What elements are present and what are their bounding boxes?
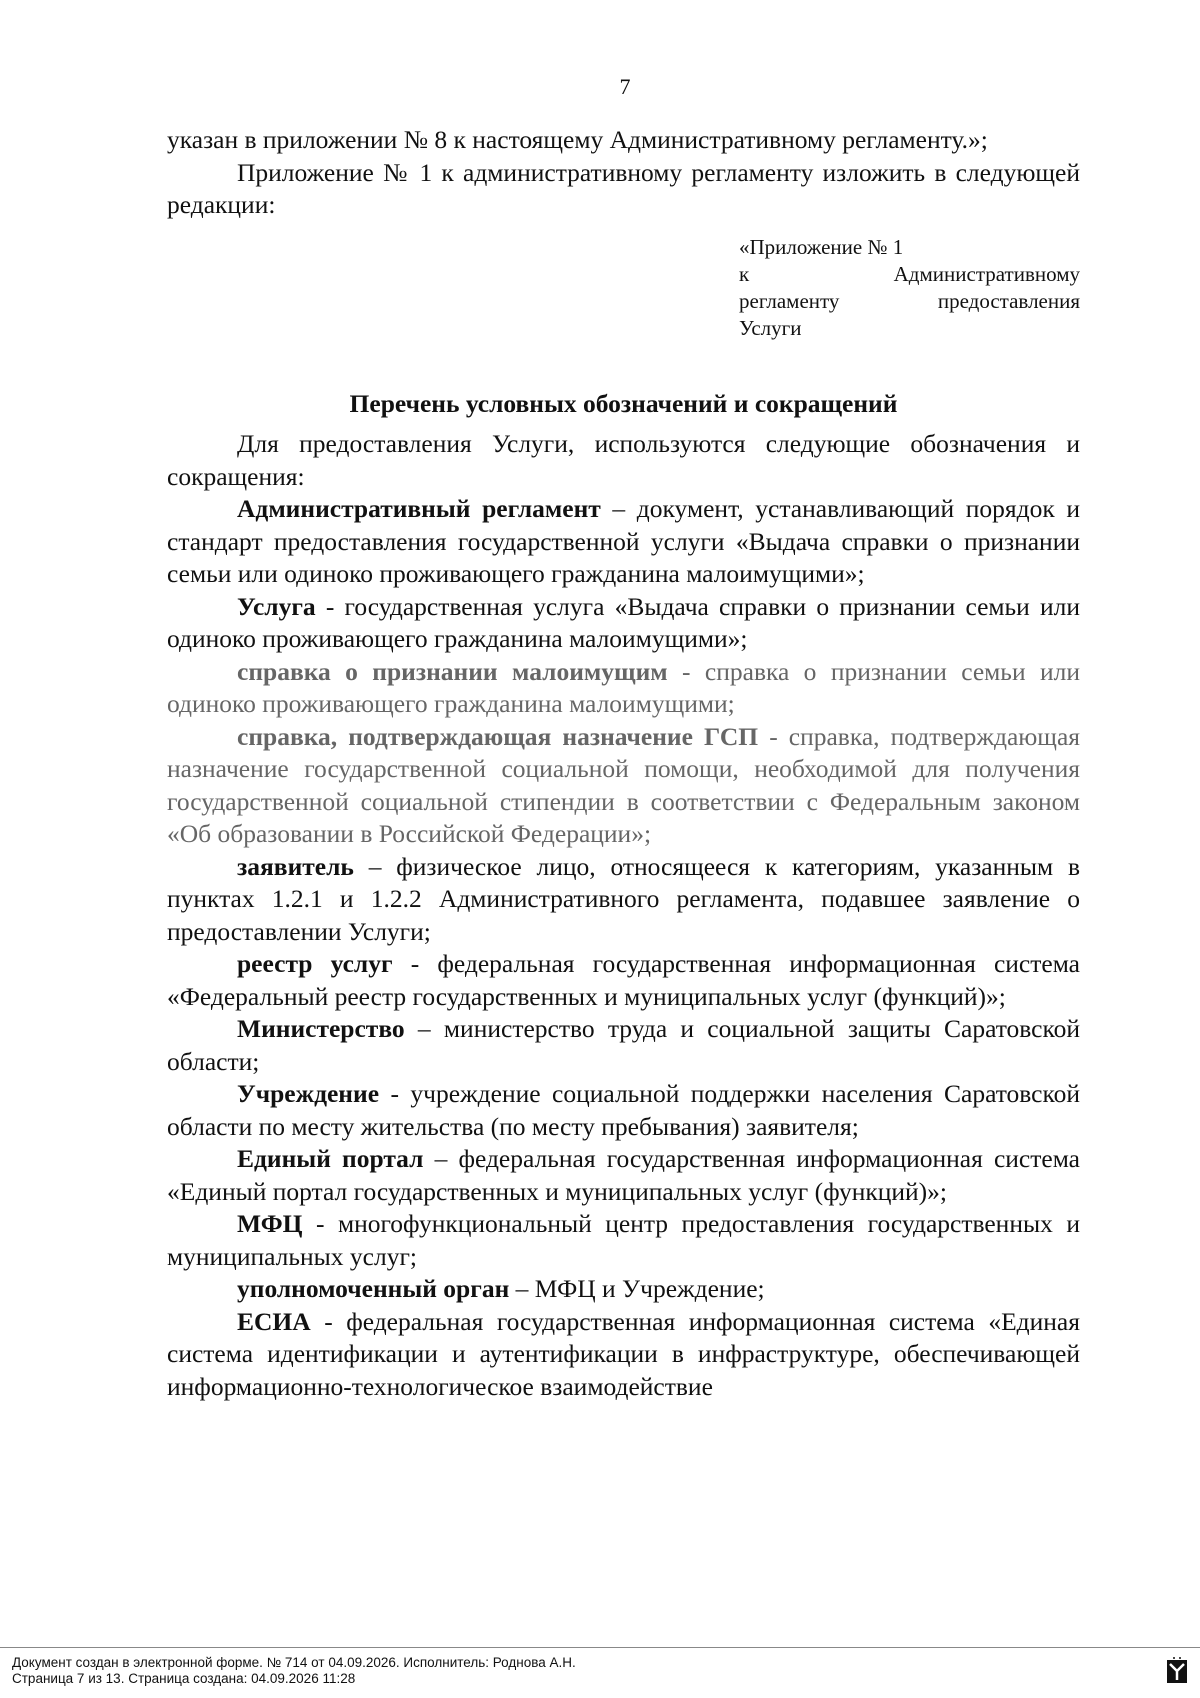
term-separator: - bbox=[392, 949, 438, 978]
term-definition: федеральная государственная информационная система «Федеральный реестр государственных и муниципальных услуг (функций)»; bbox=[167, 949, 1080, 1011]
term-definition: физическое лицо, относящееся к категориям, указанным в пунктах 1.2.1 и 1.2.2 Административного регламента, подавшее заявление о предоставлении Услуги; bbox=[167, 851, 1080, 946]
term-definition: документ, устанавливающий порядок и стандарт предоставления государственной услуги «Выдача справки о признании семьи или одиноко проживающего гражданина малоимущими»; bbox=[167, 494, 1081, 588]
term-separator: - bbox=[667, 656, 705, 686]
term-name: Услуга bbox=[237, 591, 316, 621]
term-entry bbox=[167, 721, 1080, 851]
term-definition: учреждение социальной поддержки населения Саратовской области по месту жительства (по месту пребывания) заявителя; bbox=[167, 1079, 1080, 1141]
appendix-line-3 bbox=[739, 288, 1080, 315]
appendix-line-4: Услуги bbox=[739, 315, 802, 340]
appendix-line-2b: Административному bbox=[893, 261, 1080, 286]
term-definition: федеральная государственная информационная система «Единый портал государственных и муниципальных услуг (функций)»; bbox=[167, 1144, 1080, 1206]
document-body bbox=[167, 124, 1080, 1403]
term-separator: - bbox=[379, 1079, 411, 1108]
term-entry bbox=[167, 948, 1080, 1013]
document-footer bbox=[0, 1647, 1200, 1687]
term-separator: - bbox=[758, 721, 789, 751]
term-name: справка, подтверждающая назначение ГСП bbox=[237, 721, 759, 751]
term-name: МФЦ bbox=[237, 1209, 303, 1238]
term-definition: справка о признании семьи или одиноко проживающего гражданина малоимущими; bbox=[167, 656, 1080, 718]
term-definition: МФЦ и Учреждение; bbox=[534, 1274, 765, 1303]
intro-paragraph: Для предоставления Услуги, используются следующие обозначения и сокращения: bbox=[167, 429, 1080, 491]
term-name: Учреждение bbox=[237, 1079, 380, 1108]
term-entry bbox=[167, 1143, 1080, 1208]
term-definition: справка, подтверждающая назначение государственной социальной помощи, необходимой для получения государственной социальной стипендии в соответствии с Федеральным законом «Об образовании в Российской Федерации»; bbox=[167, 721, 1080, 848]
term-definition: государственная услуга «Выдача справки о признании семьи или одиноко проживающего гражданина малоимущими»; bbox=[167, 591, 1080, 653]
term-name: Министерство bbox=[237, 1014, 405, 1043]
appendix-header bbox=[739, 234, 1080, 342]
term-name: ЕСИА bbox=[237, 1306, 311, 1336]
footer-text bbox=[0, 1648, 1200, 1687]
term-name: уполномоченный орган bbox=[237, 1274, 510, 1303]
term-separator: – bbox=[600, 494, 637, 523]
term-separator: - bbox=[302, 1209, 338, 1238]
appendix-line-2a: к bbox=[739, 261, 750, 286]
term-separator: – bbox=[509, 1274, 535, 1303]
term-entry bbox=[167, 851, 1080, 949]
appendix-line-1: «Приложение № 1 bbox=[739, 234, 904, 259]
term-definition: федеральная государственная информационная система «Единая система идентификации и аутентификации в инфраструктуре, обеспечивающей информационно-технологическое взаимодействие bbox=[167, 1306, 1080, 1401]
term-name: справка о признании малоимущим bbox=[237, 656, 668, 686]
paragraph-continuation: указан в приложении № 8 к настоящему Административному регламенту.»; bbox=[167, 125, 988, 154]
footer-line-1: Документ создан в электронной форме. № 714 от 04.09.2026. Исполнитель: Роднова А.Н. bbox=[12, 1655, 576, 1670]
term-name: Административный регламент bbox=[237, 494, 601, 523]
term-definition: министерство труда и социальной защиты Саратовской области; bbox=[167, 1014, 1080, 1076]
emblem-icon bbox=[1166, 1656, 1188, 1684]
term-entry bbox=[167, 1078, 1080, 1143]
term-entry bbox=[167, 1013, 1080, 1078]
paragraph-amendment: Приложение № 1 к административному регламенту изложить в следующей редакции: bbox=[167, 157, 1080, 219]
term-entry bbox=[167, 656, 1080, 721]
page-number: 7 bbox=[619, 74, 631, 99]
term-entry bbox=[167, 1273, 1080, 1306]
term-separator: – bbox=[353, 851, 397, 881]
term-definition: многофункциональный центр предоставления государственных и муниципальных услуг; bbox=[167, 1209, 1080, 1271]
term-entry bbox=[167, 1306, 1080, 1404]
term-separator: - bbox=[315, 591, 345, 621]
term-name: реестр услуг bbox=[237, 949, 393, 978]
term-name: заявитель bbox=[237, 851, 354, 881]
appendix-line-2 bbox=[739, 261, 1080, 288]
term-entry bbox=[167, 1208, 1080, 1273]
term-separator: - bbox=[310, 1306, 347, 1336]
term-entry bbox=[167, 493, 1080, 591]
appendix-line-3a: регламенту bbox=[739, 288, 840, 313]
term-separator: – bbox=[423, 1144, 459, 1173]
footer-line-2: Страница 7 из 13. Страница создана: 04.09.2026 11:28 bbox=[12, 1671, 356, 1686]
term-entry bbox=[167, 591, 1080, 656]
term-separator: – bbox=[404, 1014, 444, 1043]
appendix-line-3b: предоставления bbox=[937, 288, 1080, 313]
section-title: Перечень условных обозначений и сокращений bbox=[349, 388, 898, 418]
term-name: Единый портал bbox=[237, 1144, 424, 1173]
